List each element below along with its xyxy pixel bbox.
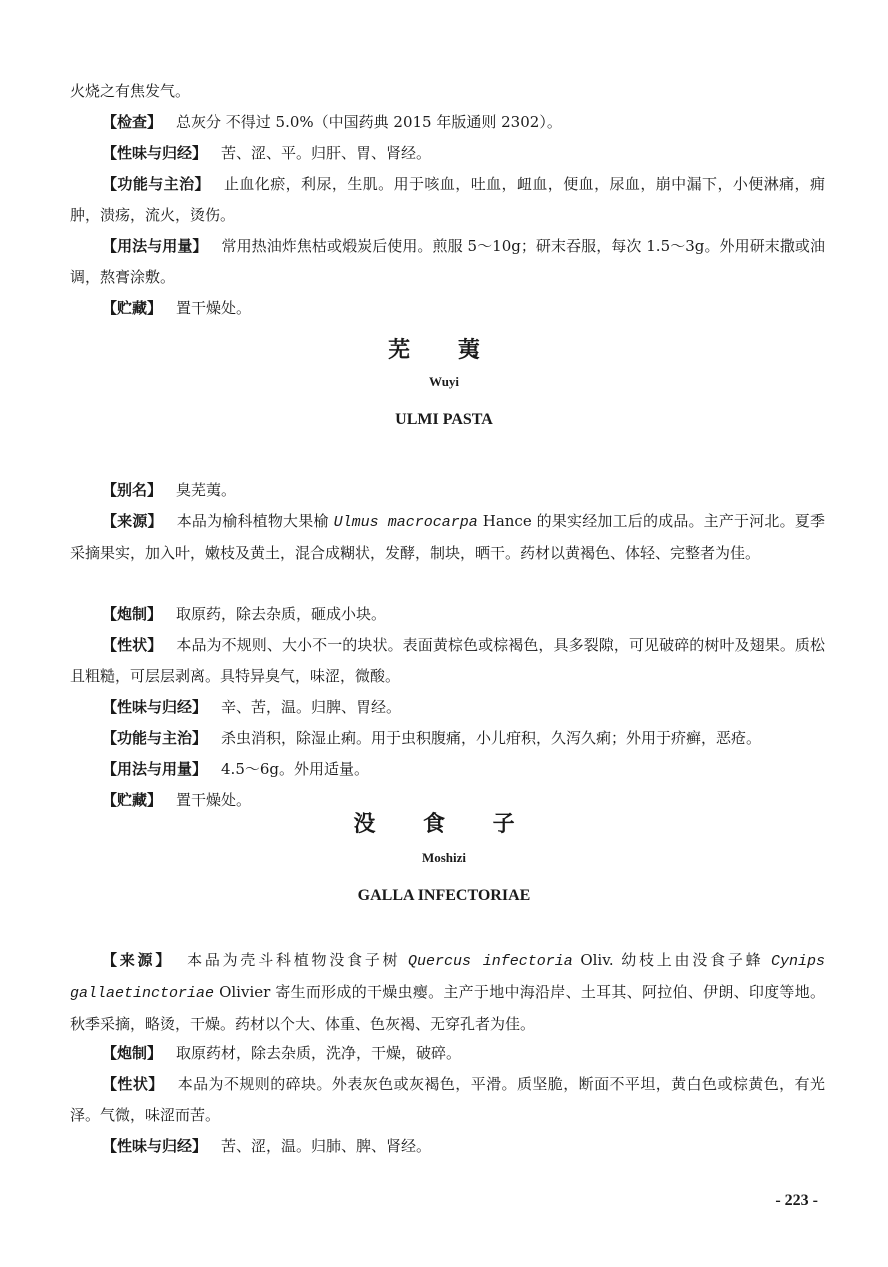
continuation-line: 火烧之有焦发气。: [70, 82, 191, 100]
section-text: 苦、涩，温。归肺、脾、肾经。: [221, 1137, 432, 1155]
section-usage-dosage: [70, 754, 825, 785]
entry-pinyin: Wuyi: [428, 374, 460, 389]
section-taste-meridian: [70, 1131, 825, 1162]
entry-title-cn: 芜 荑: [388, 338, 500, 363]
section-label: 【性状】: [102, 1075, 164, 1093]
section-source: [70, 506, 825, 569]
entry-pinyin: Moshizi: [421, 850, 467, 865]
section-label: 【用法与用量】: [102, 237, 208, 255]
section-label: 【来源】: [102, 512, 163, 530]
section-storage: [70, 293, 825, 324]
section-alias: [70, 475, 825, 506]
section-text: 本品为榆科植物大果榆: [176, 512, 334, 530]
section-text: 4.5～6g。外用适量。: [221, 760, 370, 778]
section-usage-dosage: [70, 231, 825, 293]
section-function-indication: [70, 169, 825, 231]
section-text: 总灰分 不得过 5.0%（中国药典 2015 年版通则 2302）。: [176, 113, 562, 131]
section-text: 取原药，除去杂质，砸成小块。: [176, 605, 387, 623]
section-label: 【检查】: [102, 113, 163, 131]
species-latin-name: Cynips gallaetinctoriae: [70, 953, 825, 1002]
section-function-indication: [70, 723, 825, 754]
section-label: 【用法与用量】: [102, 760, 208, 778]
page-number: - 223 -: [775, 1192, 818, 1209]
entry-latin-name: GALLA INFECTORIAE: [357, 887, 531, 904]
entry-title-cn: 没 食 子: [353, 812, 535, 837]
section-label: 【功能与主治】: [102, 729, 208, 747]
section-text: 杀虫消积，除湿止痢。用于虫积腹痛，小儿疳积，久泻久痢；外用于疥癣，恶疮。: [221, 729, 762, 747]
section-text: Hance 的果实经加工后的成品。主产于河北。夏季采摘果实，加入叶，嫩枝及黄土，混合成糊状，发酵，制块，晒干。药材以黄褐色、体轻、完整者为佳。: [70, 512, 825, 562]
section-label: 【别名】: [102, 481, 163, 499]
section-label: 【性味与归经】: [102, 698, 208, 716]
section-label: 【贮藏】: [102, 299, 163, 317]
section-taste-meridian: [70, 138, 825, 169]
section-processing: [70, 599, 825, 630]
section-label: 【功能与主治】: [102, 175, 210, 193]
section-text: 苦、涩、平。归肝、胃、肾经。: [221, 144, 432, 162]
section-processing: [70, 1038, 825, 1069]
section-characteristics: [70, 630, 825, 692]
species-latin-name: Quercus infectoria: [407, 953, 573, 970]
section-label: 【来源】: [102, 951, 174, 969]
section-text: 臭芜荑。: [176, 481, 237, 499]
section-text: 辛、苦，温。归脾、胃经。: [221, 698, 402, 716]
section-text: 本品为壳斗科植物没食子树: [187, 951, 408, 969]
section-label: 【炮制】: [102, 1044, 163, 1062]
section-text: 置干燥处。: [176, 299, 252, 317]
section-text: 常用热油炸焦枯或煅炭后使用。煎服 5～10g；研末吞服，每次 1.5～3g。外用研末撒或油调，熬膏涂敷。: [70, 237, 825, 286]
section-text: 置干燥处。: [176, 791, 252, 809]
section-label: 【性状】: [102, 636, 163, 654]
section-text: Oliv. 幼枝上由没食子蜂: [572, 951, 771, 969]
section-label: 【性味与归经】: [102, 144, 208, 162]
section-text: Olivier 寄生而形成的干燥虫瘿。主产于地中海沿岸、土耳其、阿拉伯、伊朗、印度等地。秋季采摘，略烫，干燥。药材以个大、体重、色灰褐、无穿孔者为佳。: [70, 983, 825, 1033]
section-text: 本品为不规则的碎块。外表灰色或灰褐色，平滑。质坚脆，断面不平坦，黄白色或棕黄色，有光泽。气微，味涩而苦。: [70, 1075, 825, 1124]
entry-latin-name: ULMI PASTA: [395, 411, 493, 428]
section-label: 【性味与归经】: [102, 1137, 208, 1155]
section-characteristics: [70, 1069, 825, 1131]
section-label: 【炮制】: [102, 605, 163, 623]
species-latin-name: Ulmus macrocarpa: [333, 514, 478, 531]
section-text: 取原药材，除去杂质，洗净，干燥，破碎。: [176, 1044, 462, 1062]
section-text: 止血化瘀，利尿，生肌。用于咳血，吐血，衄血，便血，尿血，崩中漏下，小便淋痛，痈肿，溃疡，流火，烫伤。: [70, 175, 825, 224]
section-label: 【贮藏】: [102, 791, 163, 809]
section-source: [70, 945, 825, 1040]
section-inspection: [70, 107, 825, 138]
section-taste-meridian: [70, 692, 825, 723]
section-text: 本品为不规则、大小不一的块状。表面黄棕色或棕褐色，具多裂隙，可见破碎的树叶及翅果。质松且粗糙，可层层剥离。具特异臭气，味涩，微酸。: [70, 636, 825, 685]
